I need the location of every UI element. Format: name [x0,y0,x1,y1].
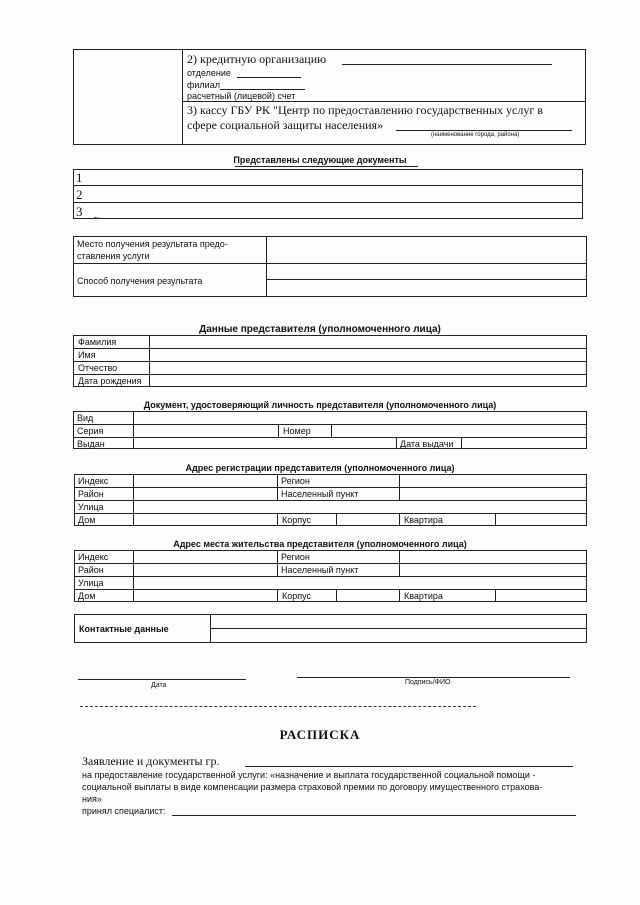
id-col-2 [278,424,279,437]
live-row-line-2 [74,576,587,577]
live-col-5 [495,589,496,602]
live-address-title: Адрес места жительства представителя (уполномоченного лица) [173,539,467,549]
id-col-5 [461,437,462,449]
method-label: Способ получения результата [77,276,203,286]
id-issue-date-label: Дата выдачи [400,439,454,449]
documents-row-3: 3 [76,204,83,219]
live-col-3a [399,550,400,576]
reg-row-line-1 [74,487,587,488]
id-issued-by-label: Выдан [77,439,105,449]
id-document-title: Документ, удостоверяющий личность представителя (уполномоченного лица) [143,400,497,410]
reg-index-label: Индекс [78,476,109,486]
cashier-line [396,130,572,131]
reg-col-5 [495,513,496,526]
payment-row-separator [182,101,586,102]
live-district-label: Район [78,565,104,575]
receipt-applicant-line [245,766,573,767]
branch-dept-line [237,77,301,78]
contacts-inner-line [210,628,587,629]
documents-title-underline [235,166,418,167]
live-col-2b [277,589,278,602]
arrow-mark: ← [92,211,101,221]
receipt-text-line-3: ния» [82,794,102,804]
surname-label: Фамилия [78,337,117,347]
live-col-3b [336,589,337,602]
date-line [78,679,246,680]
id-col-4 [396,437,397,449]
live-house-label: Дом [78,591,96,601]
documents-row-1: 1 [76,170,83,185]
result-inner-line-1 [266,279,587,280]
place-label-1: Место получения результата предо- [77,239,228,249]
documents-row-line-2 [73,202,583,203]
id-row-line-2 [73,437,587,438]
reg-col-2b [277,513,278,526]
receipt-specialist-label: принял специалист: [82,806,166,816]
id-type-label: Вид [77,413,94,423]
reg-region-label: Регион [281,476,310,486]
id-number-label: Номер [283,426,311,436]
contacts-label: Контактные данные [79,624,169,634]
branch-line [220,89,305,90]
name-label: Имя [78,350,96,360]
live-col-4 [399,589,400,602]
documents-title: Представлены следующие документы [233,155,407,165]
live-row-line-1 [74,563,587,564]
branch-label: филиал [187,80,220,90]
reg-street-label: Улица [78,502,104,512]
payment-method-divider [182,49,183,145]
live-apartment-label: Квартира [404,591,443,601]
cashier-line-1: 3) кассу ГБУ РК "Центр по предоставлению государственных услуг в [187,103,543,117]
live-building-label: Корпус [282,591,312,601]
reg-district-label: Район [78,489,104,499]
date-caption: Дата [151,682,167,689]
credit-org-line [342,64,552,65]
result-divider [266,236,267,297]
live-locality-label: Населенный пункт [281,565,359,575]
id-series-label: Серия [77,426,104,436]
id-row-line-1 [73,424,587,425]
receipt-title: РАСПИСКА [279,727,361,742]
reg-building-label: Корпус [282,515,312,525]
patronymic-label: Отчество [78,363,118,373]
cut-line [80,706,476,707]
cashier-note: (наименование города, района) [431,132,520,138]
credit-org-label: 2) кредитную организацию [187,52,327,66]
reg-apartment-label: Квартира [404,515,443,525]
account-label: расчетный (лицевой) счет [187,91,296,101]
reg-row-line-2 [74,500,587,501]
reg-col-1 [133,474,134,526]
reg-col-2a [277,474,278,500]
id-document-table [73,411,587,449]
branch-dept-label: отделение [187,68,231,78]
id-col-1 [133,411,134,449]
result-row-separator [73,263,587,264]
live-region-label: Регион [281,552,310,562]
documents-row-line-1 [73,185,583,186]
live-row-line-3 [74,589,587,590]
receipt-applicant-label: Заявление и документы гр. [82,754,220,768]
place-label-2: ставления услуги [77,251,150,261]
signature-caption: Подпись/ФИО [405,679,451,686]
receipt-specialist-line [172,815,576,816]
reg-col-4 [399,513,400,526]
live-index-label: Индекс [78,552,109,562]
live-col-1 [133,550,134,602]
reg-row-line-3 [74,513,587,514]
representative-row-line-3 [73,374,587,375]
id-col-3 [331,424,332,437]
reg-col-3a [399,474,400,500]
receipt-text-line-1: на предоставление государственной услуги: «назначение и выплата государственной социальной помощи - [82,770,536,780]
reg-col-3b [336,513,337,526]
cashier-line-2: сфере социальной защиты населения» [187,118,384,132]
representative-title: Данные представителя (уполномоченного лица) [199,324,441,335]
birthdate-label: Дата рождения [78,376,142,386]
reg-address-title: Адрес регистрации представителя (уполномоченного лица) [185,463,455,473]
representative-row-line-1 [73,348,587,349]
receipt-text-line-2: социальной выплаты в виде компенсации размера страховой премии по договору имущественного страхова- [82,782,543,792]
reg-house-label: Дом [78,515,96,525]
representative-row-line-2 [73,361,587,362]
live-street-label: Улица [78,578,104,588]
signature-line [297,677,570,678]
reg-locality-label: Населенный пункт [281,489,359,499]
documents-row-2: 2 [76,187,83,202]
live-col-2a [277,550,278,576]
documents-table [73,169,583,219]
